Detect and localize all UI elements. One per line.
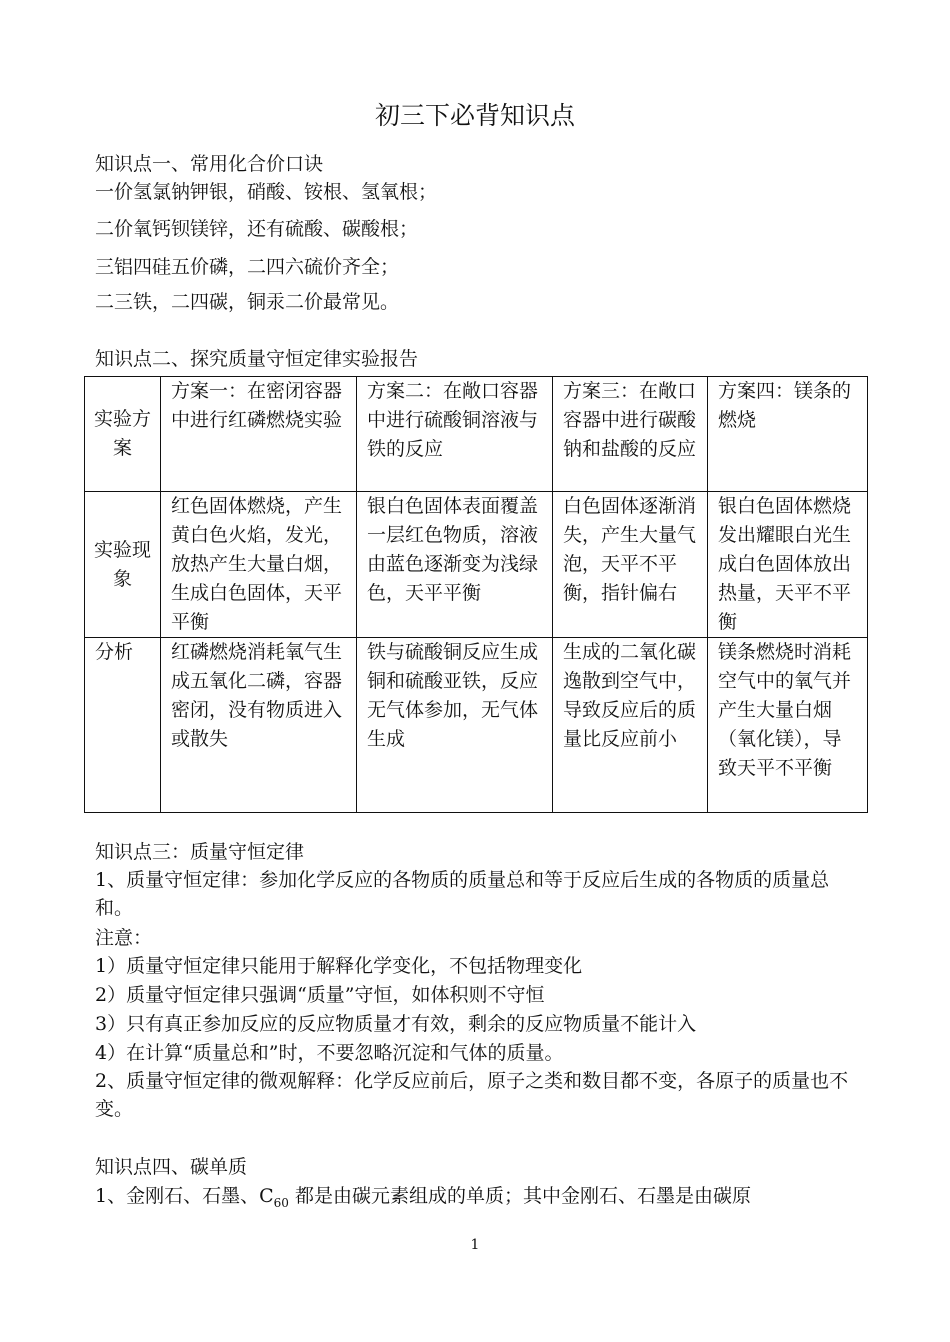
rhyme-line-1: 一价氢氯钠钾银，硝酸、铵根、氢氧根；	[95, 181, 438, 203]
table-cell: 白色固体逐渐消失，产生大量气泡，天平不平衡，指针偏右	[553, 492, 708, 638]
row-label: 实验方案	[85, 377, 161, 492]
table-cell: 方案一：在密闭容器中进行红磷燃烧实验	[161, 377, 357, 492]
table-cell: 镁条燃烧时消耗空气中的氧气并产生大量白烟（氧化镁），导致天平不平衡	[708, 638, 868, 813]
section2-heading: 知识点二、探究质量守恒定律实验报告	[95, 348, 419, 370]
table-cell: 银白色固体燃烧发出耀眼白光生成白色固体放出热量，天平不平衡	[708, 492, 868, 638]
page-number: 1	[470, 1237, 480, 1253]
section3-heading: 知识点三：质量守恒定律	[95, 841, 305, 863]
micro-explanation: 2、质量守恒定律的微观解释：化学反应前后，原子之类和数目都不变，各原子的质量也不变。	[95, 1070, 849, 1120]
section1-heading: 知识点一、常用化合价口诀	[95, 153, 324, 175]
note-item-2: 2）质量守恒定律只强调“质量”守恒，如体积则不守恒	[95, 984, 545, 1006]
experiment-table	[84, 376, 868, 813]
table-cell: 银白色固体表面覆盖一层红色物质，溶液由蓝色逐渐变为浅绿色，天平平衡	[357, 492, 553, 638]
table-cell: 方案四：镁条的燃烧	[708, 377, 868, 492]
table-cell: 方案三：在敞口容器中进行碳酸钠和盐酸的反应	[553, 377, 708, 492]
rhyme-line-4: 二三铁，二四碳，铜汞二价最常见。	[95, 291, 400, 313]
table-cell: 红色固体燃烧，产生黄白色火焰，发光，放热产生大量白烟，生成白色固体，天平平衡	[161, 492, 357, 638]
table-cell: 红磷燃烧消耗氧气生成五氧化二磷，容器密闭，没有物质进入或散失	[161, 638, 357, 813]
table-row	[85, 377, 868, 492]
carbon-paragraph	[95, 1182, 865, 1217]
table-cell: 生成的二氧化碳逸散到空气中，导致反应后的质量比反应前小	[553, 638, 708, 813]
table-row	[85, 638, 868, 813]
table-cell: 铁与硫酸铜反应生成铜和硫酸亚铁，反应无气体参加，无气体生成	[357, 638, 553, 813]
note-item-4: 4）在计算“质量总和”时，不要忽略沉淀和气体的质量。	[95, 1042, 564, 1064]
carbon-subscript: 60	[273, 1196, 289, 1210]
table-row	[85, 492, 868, 638]
rhyme-line-2: 二价氧钙钡镁锌，还有硫酸、碳酸根；	[95, 218, 419, 240]
section4-heading: 知识点四、碳单质	[95, 1156, 248, 1178]
rhyme-line-3: 三铝四硅五价磷，二四六硫价齐全；	[95, 256, 400, 278]
table-cell: 方案二：在敞口容器中进行硫酸铜溶液与铁的反应	[357, 377, 553, 492]
note-item-1: 1）质量守恒定律只能用于解释化学变化，不包括物理变化	[95, 955, 583, 977]
note-label: 注意：	[95, 927, 153, 949]
row-label: 分析	[85, 638, 161, 813]
carbon-text-a: 1、金刚石、石墨、C	[95, 1185, 274, 1207]
law-definition: 1、质量守恒定律：参加化学反应的各物质的质量总和等于反应后生成的各物质的质量总和。	[95, 869, 830, 919]
note-item-3: 3）只有真正参加反应的反应物质量才有效，剩余的反应物质量不能计入	[95, 1013, 697, 1035]
row-label: 实验现象	[85, 492, 161, 638]
page-title: 初三下必背知识点	[374, 101, 575, 130]
carbon-text-b: 都是由碳元素组成的单质；其中金刚石、石墨是由碳原	[288, 1185, 751, 1207]
